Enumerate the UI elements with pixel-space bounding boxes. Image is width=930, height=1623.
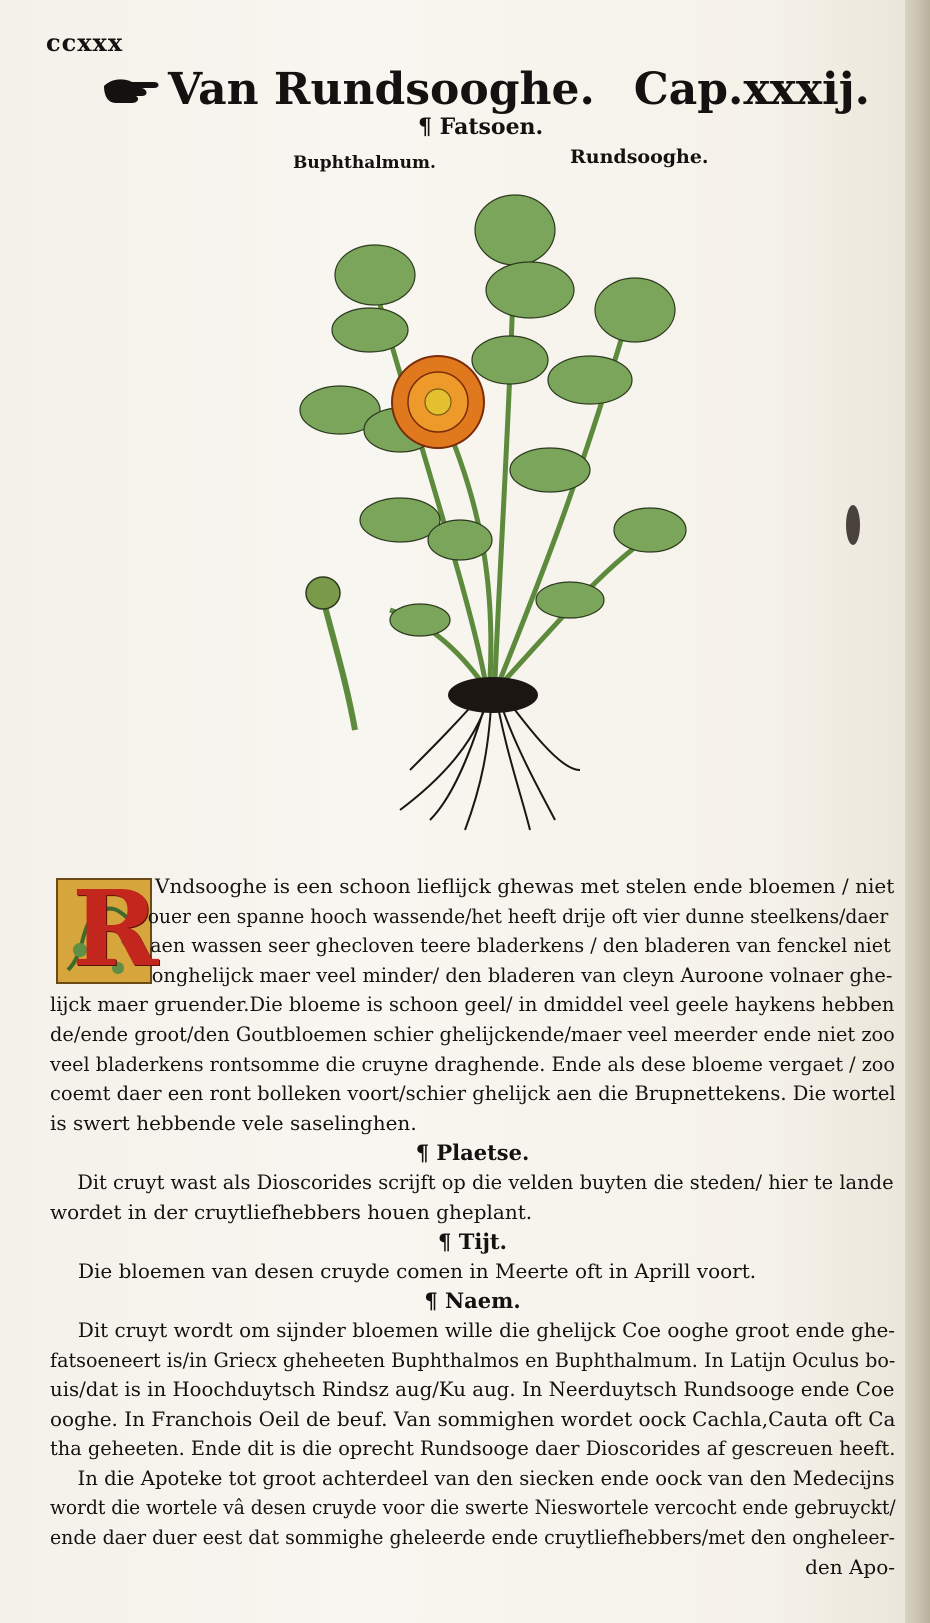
text-line: veel bladerkens rontsomme die cruyne draghende. Ende als dese bloeme vergaet / zoo <box>50 1051 895 1076</box>
chapter-number: Cap.xxxij. <box>633 64 870 115</box>
text-line: ende daer duer eest dat sommighe gheleerde ende cruytliefhebbers/met den ongheleer- <box>50 1525 895 1550</box>
text-line: ouer een spanne hooch wassende/het heeft drije oft vier dunne steelkens/daer <box>147 903 889 928</box>
folio-number: ccxxx <box>46 28 124 57</box>
chapter-header <box>100 60 870 120</box>
section-heading: ¶ Tijt. <box>438 1229 507 1255</box>
body-text <box>50 867 896 1582</box>
chapter-title: Van Rundsooghe. <box>168 64 595 115</box>
section-heading: ¶ Naem. <box>424 1288 521 1314</box>
flower-head <box>392 356 484 448</box>
figure-subtitle: ¶ Fatsoen. <box>418 114 544 140</box>
text-line: is swert hebbende vele saselinghen. <box>50 1110 417 1135</box>
text-line: coemt daer een ront bolleken voort/schier ghelijck aen die Brupnettekens. Die wortel <box>50 1081 896 1106</box>
figure-label-latin: Buphthalmum. <box>293 153 436 173</box>
text-line: Dit cruyt wast als Dioscorides scrijft op die velden buyten die steden/ hier te lande <box>77 1169 894 1194</box>
ink-blot <box>846 505 860 545</box>
text-line: tha geheeten. Ende dit is die oprecht Rundsooge daer Dioscorides af gescreuen heeft. <box>50 1436 896 1461</box>
page-edge <box>905 0 930 1623</box>
text-line: wordt die wortele vâ desen cruyde voor die swerte Nieswortele vercocht ende gebruyckt/ <box>50 1495 896 1520</box>
pilcrow-icon: ¶ <box>415 1140 437 1166</box>
pilcrow-icon: ¶ <box>424 1288 445 1314</box>
text-line: wordet in der cruytliefhebbers houen gheplant. <box>50 1199 533 1224</box>
initial-letter: R <box>72 867 159 990</box>
text-line: de/ende groot/den Goutbloemen schier ghelijckende/maer veel meerder ende niet zoo <box>50 1021 895 1046</box>
text-line: lijck maer gruender.Die bloeme is schoon geel/ in dmiddel veel geele haykens hebben <box>50 992 895 1017</box>
figure-label-dutch: Rundsooghe. <box>570 146 709 168</box>
section-heading: ¶ Plaetse. <box>415 1140 530 1166</box>
plant-illustration <box>280 180 720 840</box>
seed-head-illustration <box>305 575 375 735</box>
pilcrow-icon: ¶ <box>418 114 432 140</box>
text-line: In die Apoteke tot groot achterdeel van den siecken ende oock van den Medecijns <box>77 1465 895 1490</box>
pilcrow-icon: ¶ <box>438 1229 459 1255</box>
text-line: onghelijck maer veel minder/ den bladeren van cleyn Auroone volnaer ghe- <box>151 962 893 987</box>
text-line: fatsoeneert is/in Griecx gheheeten Buphthalmos en Buphthalmum. In Latijn Oculus bo- <box>50 1347 896 1372</box>
text-line: ooghe. In Franchois Oeil de beuf. Van sommighen wordet oock Cachla,Cauta oft Ca <box>50 1406 896 1431</box>
text-line: den Apo- <box>805 1554 895 1579</box>
text-line: Vndsooghe is een schoon lieflijck ghewas met stelen ende bloemen / niet <box>155 874 895 898</box>
text-line: uis/dat is in Hoochduytsch Rindsz aug/Ku aug. In Neerduytsch Rundsooge ende Coe <box>50 1377 895 1402</box>
text-line: Dit cruyt wordt om sijnder bloemen wille die ghelijck Coe ooghe groot ende ghe- <box>77 1317 896 1342</box>
pointing-hand-icon <box>102 72 162 104</box>
text-line: Die bloemen van desen cruyde comen in Meerte oft in Aprill voort. <box>78 1258 757 1283</box>
text-line: aen wassen seer ghecloven teere bladerkens / den bladeren van fenckel niet <box>150 933 891 958</box>
